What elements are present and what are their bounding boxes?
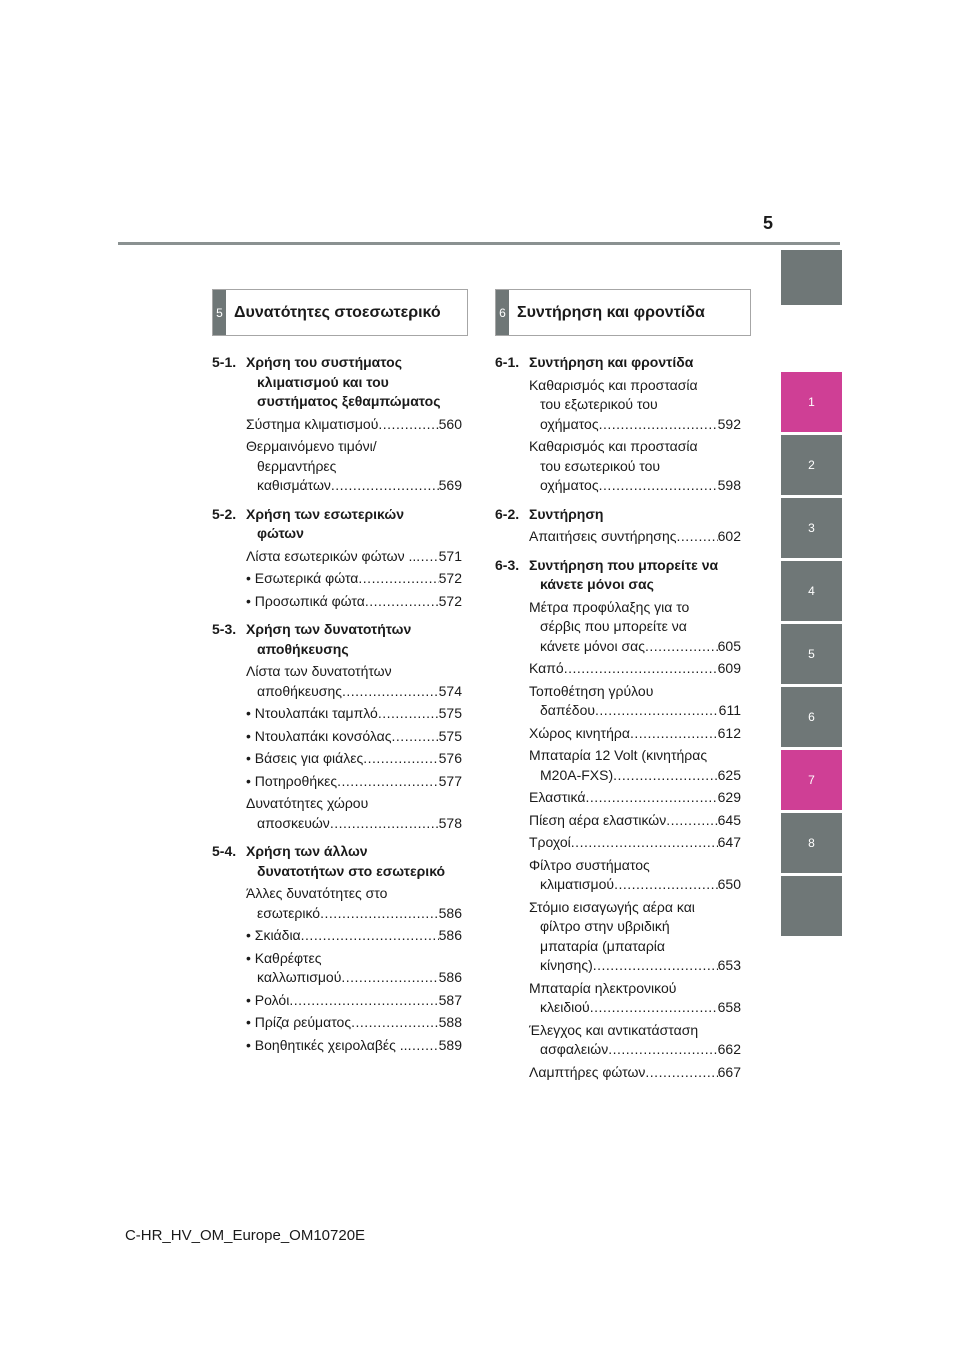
entry-text-line: Άλλες δυνατότητες στο [246,885,388,901]
entry-text: • Σκιάδια [246,927,301,943]
entry-page-line [246,749,462,769]
toc-entry[interactable] [246,794,462,833]
dot-leader [363,749,438,769]
entry-page-line [246,926,462,946]
entry-text: κλειδιού [540,999,590,1015]
toc-entry[interactable] [529,598,741,657]
toc-sub-entry[interactable] [246,592,462,612]
chapter-title [246,842,462,881]
toc-column-right [495,353,741,1085]
toc-entry[interactable] [246,547,462,567]
tab-label: 8 [808,836,815,850]
toc-entry[interactable] [529,811,741,831]
page-ref: 650 [717,876,741,892]
entry-text: • Ντουλαπάκι κονσόλας [246,727,392,744]
page-ref: 653 [717,957,741,973]
section-title-line: εσωτερικό [361,304,441,321]
page-ref: 592 [717,415,741,432]
entry-text-line: • Καθρέφτες [246,949,322,966]
toc-sub-entry[interactable] [246,949,462,988]
page-ref: 598 [717,477,741,493]
entry-text: • Πρίζα ρεύματος [246,1014,352,1030]
dot-leader [599,415,718,435]
entry-page-line [246,476,462,496]
toc-sub-entry[interactable] [246,772,462,792]
tab-label: 4 [808,584,815,598]
tab-label: 5 [808,647,815,661]
chapter-heading[interactable] [212,505,462,544]
page-ref: 574 [438,682,462,699]
tab-label: 1 [808,395,815,409]
chapter-heading[interactable] [495,556,741,595]
entry-page-line [529,766,741,786]
toc-entry[interactable] [529,376,741,435]
chapter-title [529,505,741,525]
top-rule [118,242,840,245]
dot-leader [358,569,438,589]
page-ref: 609 [717,660,741,676]
toc-entry[interactable] [529,682,741,721]
entry-text: Ελαστικά [529,789,586,805]
page-ref: 572 [438,592,462,609]
tab-chapter-1[interactable] [781,372,842,432]
section-number: 6 [496,290,509,335]
entry-page-line [246,1036,462,1056]
section-header-5 [212,289,468,336]
toc-entry[interactable] [529,659,741,679]
toc-entry[interactable] [529,437,741,496]
entry-text: Τροχοί [529,834,571,850]
chapter-title-line: Συντήρηση [529,505,604,522]
page-ref: 589 [438,1036,462,1053]
entry-page-line [529,476,741,496]
dot-leader [341,968,438,988]
entry-text: αποθήκευσης [257,682,342,699]
dot-leader [365,592,439,612]
chapter-number: 6-3. [495,556,520,573]
entry-page-line [529,415,741,435]
entry-text-line: Καθαρισμός και προστασία [529,438,698,454]
dot-leader [330,814,439,834]
entry-text: καλλωπισμού [257,969,342,985]
entry-text: • Εσωτερικά φώτα [246,570,359,586]
entry-text: • Βάσεις για φιάλες [246,750,364,766]
entry-text-line: Μπαταρία 12 Volt (κινητήρας [529,747,708,763]
chapter-title-line: φώτων [257,525,304,541]
section-number: 5 [213,290,226,335]
entry-text-line: Μέτρα προφύλαξης για το [529,598,690,615]
page-ref: 625 [717,766,741,783]
section-title-line: Δυνατότητες στο [234,304,362,321]
chapter-number: 5-3. [212,621,237,637]
page-ref: 569 [438,477,462,493]
chapter-title-line: Συντήρηση και φροντίδα [529,354,694,370]
entry-text: Χώρος κινητήρα [529,724,630,741]
page-ref: 662 [717,1041,741,1057]
entry-text: Καπό [529,660,564,676]
entry-page-line [246,968,462,988]
entry-text: Απαιτήσεις συντήρησης [529,528,677,544]
page-ref: 647 [717,834,741,850]
page-ref: 588 [438,1014,462,1030]
dot-leader [608,1040,717,1060]
section-title [226,290,449,335]
tab-chapter-6[interactable] [781,687,842,747]
page-ref: 575 [438,727,462,744]
entry-text-line: Καθαρισμός και προστασία [529,376,698,393]
entry-page-line [246,904,462,924]
entry-text: κλιματισμού [540,876,615,892]
chapter-number: 5-2. [212,505,237,522]
entry-text-line: Έλεγχος και αντικατάσταση [529,1021,699,1038]
tab-chapter-2[interactable] [781,435,842,495]
toc-entry[interactable] [529,1063,741,1083]
chapter-number: 6-1. [495,354,520,370]
entry-page-line [529,788,741,808]
entry-text-line: Φίλτρο συστήματος [529,856,650,873]
entry-page-line [246,592,462,612]
toc-sub-entry[interactable] [246,1013,462,1033]
chapter-title [246,505,462,544]
entry-text: δαπέδου [540,702,596,718]
dot-leader [595,701,719,721]
entry-text-line: Στόμιο εισαγωγής αέρα και [529,898,695,915]
chapter-title-line: δυνατοτήτων στο εσωτερικό [257,862,446,879]
entry-page-line [529,956,741,976]
chapter-title-line: συστήματος ξεθαμπώματος [257,393,441,409]
entry-text-line: του εσωτερικού του [540,457,661,474]
dot-leader [564,659,718,679]
entry-page-line [529,659,741,679]
section-title-line: Συντήρηση και φροντίδα [517,304,705,321]
toc-entry[interactable] [246,415,462,435]
chapter-title-line: κάνετε μόνοι σας [540,576,654,592]
entry-page-line [529,724,741,744]
entry-page-line [529,875,741,895]
page-ref: 645 [717,811,741,828]
entry-text: οχήματος [540,415,599,432]
entry-page-line [246,682,462,702]
entry-page-line [529,701,741,721]
entry-text-line: Λίστα των δυνατοτήτων [246,663,392,679]
entry-text-line: Μπαταρία ηλεκτρονικού [529,979,677,996]
entry-page-line [246,1013,462,1033]
entry-page-line [246,547,462,567]
dot-leader [645,1063,717,1083]
dot-leader [320,904,439,924]
dot-leader [614,875,718,895]
toc-column-left [212,353,462,1058]
chapter-title-line: Χρήση των εσωτερικών [246,505,404,522]
entry-text: • Προσωπικά φώτα [246,592,365,609]
entry-text-line: Θερμαινόμενο τιμόνι/ [246,438,377,454]
page-ref: 560 [438,415,462,432]
page-ref: 572 [438,570,462,586]
page-ref: 667 [717,1063,741,1080]
page-ref: 587 [438,991,462,1008]
dot-leader [593,956,718,976]
toc-entry[interactable] [529,527,741,547]
entry-text: καθισμάτων [257,477,331,493]
toc-entry[interactable] [529,724,741,744]
chapter-title-line: Χρήση των δυνατοτήτων [246,621,412,637]
page-ref: 612 [717,724,741,741]
page-ref: 658 [717,999,741,1015]
page-ref: 605 [717,637,741,654]
entry-text: M20A-FXS) [540,766,614,783]
toc-entry[interactable] [246,662,462,701]
chapter-title [529,353,741,373]
chapter-title-line: Συντήρηση που μπορείτε να [529,556,719,573]
section-title [509,290,713,335]
toc-entry[interactable] [529,979,741,1018]
entry-text: • Ντουλαπάκι ταμπλό [246,705,378,721]
toc-entry[interactable] [529,898,741,976]
toc-entry[interactable] [529,788,741,808]
dot-leader [677,527,718,547]
document-code: C-HR_HV_OM_Europe_OM10720E [124,1227,366,1244]
tab-chapter-8[interactable] [781,813,842,873]
dot-leader [408,1036,439,1056]
toc-sub-entry[interactable] [246,991,462,1011]
chapter-title-line: Χρήση των άλλων [246,843,368,859]
entry-page-line [246,991,462,1011]
entry-page-line [529,527,741,547]
chapter-title-line: αποθήκευσης [257,640,349,657]
entry-page-line [529,998,741,1018]
chapter-heading[interactable] [212,620,462,659]
dot-leader [585,788,717,808]
toc-entry[interactable] [529,746,741,785]
entry-text: • Ποτηροθήκες [246,772,338,789]
entry-page-line [246,727,462,747]
tab-label: 3 [808,521,815,535]
chapter-title-line: Χρήση του συστήματος [246,354,402,370]
entry-text: Σύστημα κλιματισμού [246,415,379,432]
section-header-6 [495,289,751,336]
entry-page-line [246,772,462,792]
dot-leader [666,811,717,831]
entry-page-line [529,833,741,853]
dot-leader [351,1013,439,1033]
entry-page-line [529,1040,741,1060]
entry-text-line: του εξωτερικού του [540,396,658,412]
entry-text-line: φίλτρο στην υβριδική [540,918,670,934]
tab-chapter-5[interactable] [781,624,842,684]
page-ref: 602 [717,528,741,544]
chapter-title [246,353,462,412]
dot-leader [392,727,439,747]
chapter-title [529,556,741,595]
entry-text: εσωτερικό [257,904,321,921]
entry-text-line: Δυνατότητες χώρου [246,795,369,811]
dot-leader [599,476,718,496]
dot-leader [571,833,718,853]
page-number: 5 [762,213,773,233]
chapter-number: 5-1. [212,354,237,370]
tab-chapter-7[interactable] [781,750,842,810]
entry-text-line: θερμαντήρες [257,457,337,474]
dot-leader [613,766,718,786]
chapter-title-line: κλιματισμού και του [257,373,389,390]
chapter-number: 6-2. [495,505,520,522]
dot-leader [342,682,439,702]
tab-chapter-3[interactable] [781,498,842,558]
dot-leader [378,704,439,724]
page-ref: 578 [438,814,462,831]
toc-entry[interactable] [529,833,741,853]
chapter-number: 5-4. [212,843,237,859]
toc-sub-entry[interactable] [246,749,462,769]
page-ref: 576 [438,750,462,766]
toc-entry[interactable] [529,1021,741,1060]
entry-text-line: Τοποθέτηση γρύλου [529,682,654,699]
entry-text: οχήματος [540,477,599,493]
dot-leader [337,772,439,792]
tab-label: 7 [808,773,815,787]
tab-label: 6 [808,710,815,724]
tab-chapter-4[interactable] [781,561,842,621]
entry-page-line [246,814,462,834]
toc-sub-entry[interactable] [246,704,462,724]
chapter-heading[interactable] [495,353,741,373]
page-ref: 577 [438,772,462,789]
entry-page-line [529,1063,741,1083]
dot-leader [645,637,718,657]
entry-text: κάνετε μόνοι σας [540,637,645,654]
toc-entry[interactable] [529,856,741,895]
dot-leader [331,476,439,496]
chapter-heading[interactable] [212,842,462,881]
page-ref: 571 [438,547,462,564]
chapter-heading[interactable] [495,505,741,525]
toc-entry[interactable] [246,884,462,923]
entry-text: αποσκευών [257,814,330,831]
entry-text: • Ρολόι [246,991,290,1008]
entry-text: Λαμπτήρες φώτων [529,1063,646,1080]
chapter-title [246,620,462,659]
toc-sub-entry[interactable] [246,1036,462,1056]
toc-sub-entry[interactable] [246,727,462,747]
entry-text: Λίστα εσωτερικών φώτων .. [246,547,417,564]
dot-leader [289,991,438,1011]
dot-leader [590,998,718,1018]
entry-text: • Βοηθητικές χειρολαβές .. [246,1036,408,1053]
dot-leader [301,926,439,946]
entry-page-line [246,415,462,435]
toc-entry[interactable] [246,437,462,496]
entry-page-line [246,569,462,589]
tab-blank[interactable] [781,876,842,936]
entry-text-line: σέρβις που μπορείτε να [540,618,687,634]
page-ref: 629 [717,789,741,805]
entry-text: Πίεση αέρα ελαστικών [529,811,667,828]
entry-text: ασφαλειών [540,1041,609,1057]
tab-label: 2 [808,458,815,472]
entry-text-line: μπαταρία (μπαταρία [540,937,665,954]
page-ref: 575 [438,705,462,721]
dot-leader [378,415,438,435]
toc-sub-entry[interactable] [246,569,462,589]
dot-leader [416,547,438,567]
entry-page-line [529,637,741,657]
entry-page-line [246,704,462,724]
dot-leader [630,724,718,744]
toc-sub-entry[interactable] [246,926,462,946]
page-ref: 586 [438,904,462,921]
entry-text: κίνησης) [540,957,593,973]
tab-blank[interactable] [781,250,842,305]
chapter-heading[interactable] [212,353,462,412]
page-ref: 586 [438,927,462,943]
page-ref: 611 [718,702,741,718]
entry-page-line [529,811,741,831]
page-ref: 586 [438,969,462,985]
